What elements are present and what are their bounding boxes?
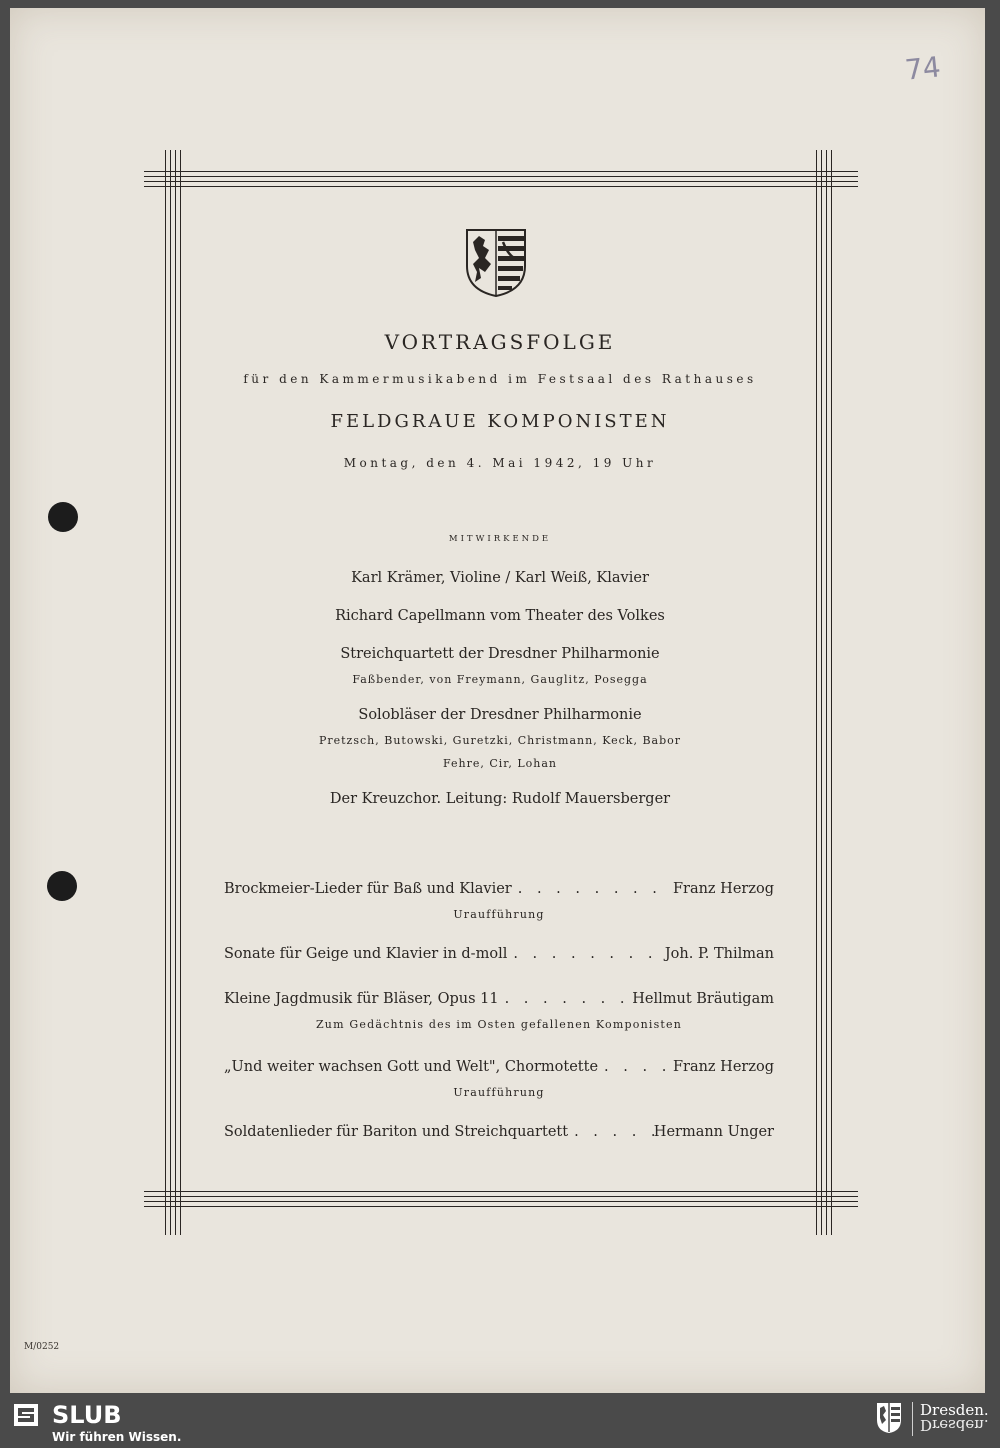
handwritten-page-number: 74 bbox=[903, 50, 943, 87]
program-composer: Hellmut Bräutigam bbox=[632, 991, 774, 1007]
program-item bbox=[224, 1059, 774, 1075]
dresden-brand-reflection: Dresden. bbox=[920, 1416, 989, 1434]
performer-members: Faßbender, von Freymann, Gauglitz, Posegga bbox=[352, 673, 648, 686]
program-note: Uraufführung bbox=[453, 1086, 545, 1099]
dresden-brand[interactable]: Dresden. bbox=[920, 1401, 989, 1419]
slub-tagline: Wir führen Wissen. bbox=[52, 1430, 182, 1444]
leader-dots bbox=[507, 946, 665, 962]
program-title: Soldatenlieder für Bariton und Streichquartett bbox=[224, 1124, 569, 1140]
program-title: Kleine Jagdmusik für Bläser, Opus 11 bbox=[224, 991, 499, 1007]
leader-dots bbox=[598, 1059, 673, 1075]
page-title: VORTRAGSFOLGE bbox=[384, 330, 616, 354]
performer-entry: Solobläser der Dresdner Philharmonie bbox=[358, 707, 642, 723]
program-composer: Franz Herzog bbox=[672, 1059, 774, 1075]
program-title: Sonate für Geige und Klavier in d-moll bbox=[224, 946, 508, 962]
program-title: Brockmeier-Lieder für Baß und Klavier bbox=[224, 881, 512, 897]
leader-dots bbox=[568, 1124, 654, 1140]
performer-members: Pretzsch, Butowski, Guretzki, Christmann, Keck, Babor bbox=[318, 734, 682, 747]
event-title: FELDGRAUE KOMPONISTEN bbox=[330, 411, 670, 432]
program-item bbox=[224, 1124, 774, 1140]
program-item bbox=[224, 991, 774, 1007]
punch-hole-lower bbox=[47, 871, 77, 901]
footer-divider bbox=[912, 1402, 913, 1436]
program-note: Zum Gedächtnis des im Osten gefallenen Komponisten bbox=[315, 1018, 683, 1031]
slub-logo-icon[interactable] bbox=[14, 1404, 38, 1426]
document-page bbox=[10, 8, 985, 1393]
leader-dots bbox=[512, 881, 673, 897]
program-item bbox=[224, 881, 774, 897]
coat-of-arms-icon bbox=[465, 228, 527, 298]
performer-entry: Der Kreuzchor. Leitung: Rudolf Mauersberger bbox=[329, 791, 671, 807]
performer-entry: Richard Capellmann vom Theater des Volkes bbox=[335, 608, 665, 624]
performers-heading: MITWIRKENDE bbox=[448, 534, 552, 544]
event-date: Montag, den 4. Mai 1942, 19 Uhr bbox=[343, 456, 657, 470]
viewer-footer bbox=[0, 1398, 1000, 1448]
slub-brand[interactable]: SLUB bbox=[52, 1401, 122, 1429]
archive-signature: M/0252 bbox=[24, 1342, 60, 1352]
program-composer: Joh. P. Thilman bbox=[664, 946, 774, 962]
performer-entry: Karl Krämer, Violine / Karl Weiß, Klavier bbox=[351, 570, 649, 586]
punch-hole-upper bbox=[48, 502, 78, 532]
event-subtitle: für den Kammermusikabend im Festsaal des Rathauses bbox=[243, 372, 757, 386]
leader-dots bbox=[499, 991, 633, 1007]
performer-members: Fehre, Cir, Lohan bbox=[442, 757, 558, 770]
program-title: „Und weiter wachsen Gott und Welt", Chormotette bbox=[224, 1059, 599, 1075]
program-composer: Franz Herzog bbox=[672, 881, 774, 897]
performer-entry: Streichquartett der Dresdner Philharmonie bbox=[340, 646, 660, 662]
program-item bbox=[224, 946, 774, 962]
program-note: Uraufführung bbox=[453, 908, 545, 921]
program-composer: Hermann Unger bbox=[653, 1124, 774, 1140]
dresden-crest-icon[interactable] bbox=[876, 1402, 902, 1434]
